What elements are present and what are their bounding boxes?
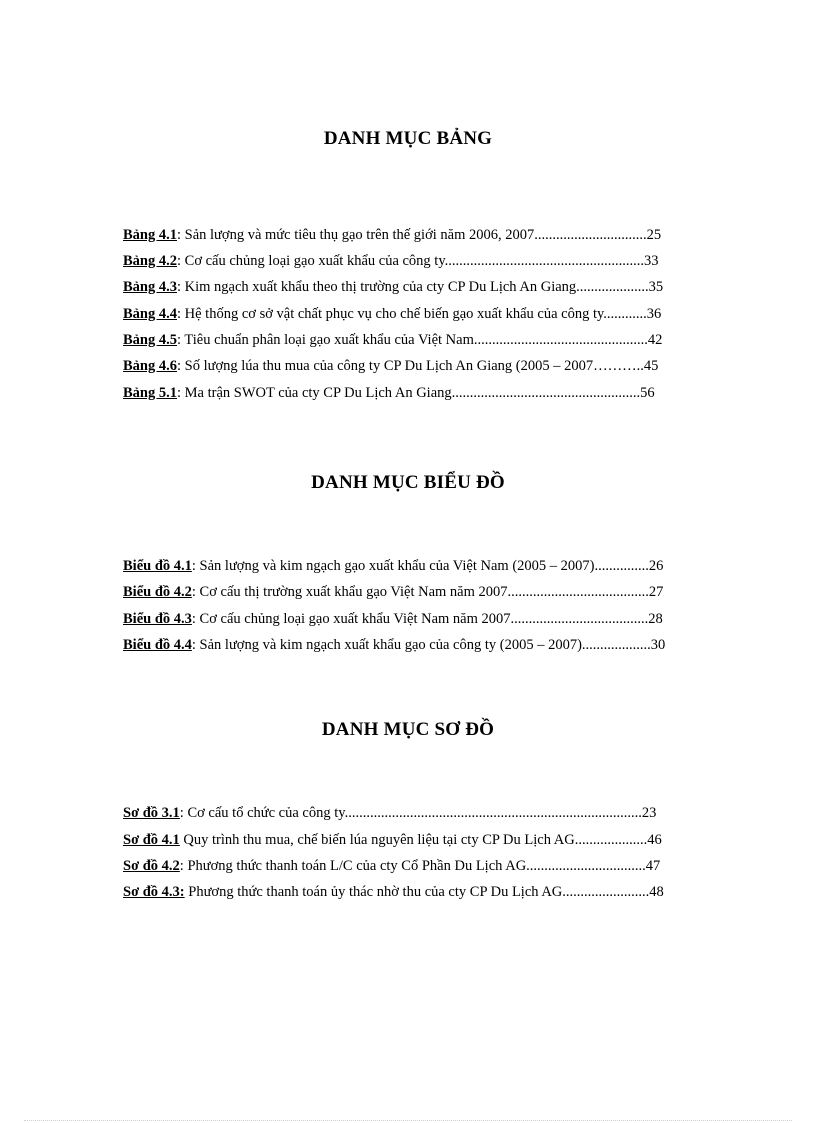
charts-heading: DANH MỤC BIỂU ĐỒ [311,472,505,493]
entry-label: Bảng 4.4 [123,306,177,322]
table-entry-4-5[interactable] [123,331,739,349]
entry-text: : Sản lượng và mức tiêu thụ gạo trên thế giới năm 2006, 2007...............................25 [177,227,662,243]
entry-text: : Kim ngạch xuất khẩu theo thị trường của cty CP Du Lịch An Giang....................35 [177,279,664,295]
tables-heading: DANH MỤC BẢNG [323,128,493,149]
entry-label: Sơ đồ 4.2 [123,858,180,874]
diagram-entry-4-2[interactable] [123,857,739,875]
entry-text: : Cơ cấu thị trường xuất khẩu gạo Việt Nam năm 2007.......................................27 [191,584,664,600]
entry-label: Biểu đồ 4.1 [123,558,192,574]
diagram-entry-4-1[interactable] [123,831,739,849]
entry-text: : Ma trận SWOT của cty CP Du Lịch An Giang....................................................56 [177,385,655,401]
entry-label: Bảng 4.5 [123,332,177,348]
table-entry-4-6[interactable] [123,357,739,375]
table-entry-4-1[interactable] [123,226,739,244]
page-bottom-edge [24,1120,792,1121]
entry-label: Sơ đồ 3.1 [123,805,180,821]
diagram-entry-3-1[interactable] [123,804,739,822]
entry-label: Bảng 5.1 [123,385,177,401]
entry-label: Bảng 4.1 [123,227,177,243]
entry-text: : Sản lượng và kim ngạch gạo xuất khẩu của Việt Nam (2005 – 2007)...............26 [191,558,664,574]
table-entry-4-2[interactable] [123,252,739,270]
entry-label: Biểu đồ 4.2 [123,584,192,600]
table-entry-4-4[interactable] [123,305,739,323]
entry-text: : Tiêu chuẩn phân loại gạo xuất khẩu của Việt Nam................................................42 [177,332,663,348]
entry-label: Bảng 4.3 [123,279,177,295]
table-entry-5-1[interactable] [123,384,739,402]
chart-entry-4-2[interactable] [123,583,739,601]
entry-text: : Hệ thống cơ sở vật chất phục vụ cho chế biến gạo xuất khẩu của công ty............36 [177,306,662,322]
diagrams-heading: DANH MỤC SƠ ĐỒ [321,719,495,740]
entry-text: : Cơ cấu tổ chức của công ty..................................................................................23 [179,805,657,821]
chart-entry-4-3[interactable] [123,610,739,628]
entry-text: : Cơ cấu chủng loại gạo xuất khẩu của công ty.......................................................33 [177,253,659,269]
entry-label: Sơ đồ 4.3: [123,884,185,900]
entry-text: : Sản lượng và kim ngạch xuất khẩu gạo của công ty (2005 – 2007)...................30 [191,637,666,653]
entry-text: : Số lượng lúa thu mua của công ty CP Du Lịch An Giang (2005 – 2007………..45 [177,358,659,374]
entry-label: Biểu đồ 4.3 [123,611,192,627]
entry-text: : Cơ cấu chủng loại gạo xuất khẩu Việt Nam năm 2007......................................28 [191,611,663,627]
entry-label: Bảng 4.6 [123,358,177,374]
entry-text: Phương thức thanh toán ủy thác nhờ thu của cty CP Du Lịch AG........................48 [184,884,664,900]
entry-text: : Phương thức thanh toán L/C của cty Cổ Phần Du Lịch AG.................................47 [179,858,661,874]
entry-label: Bảng 4.2 [123,253,177,269]
diagram-entry-4-3[interactable] [123,883,739,901]
chart-entry-4-4[interactable] [123,636,739,654]
entry-label: Sơ đồ 4.1 [123,832,180,848]
entry-label: Biểu đồ 4.4 [123,637,192,653]
chart-entry-4-1[interactable] [123,557,739,575]
entry-text: Quy trình thu mua, chế biến lúa nguyên liệu tại cty CP Du Lịch AG....................46 [179,832,662,848]
table-entry-4-3[interactable] [123,278,739,296]
